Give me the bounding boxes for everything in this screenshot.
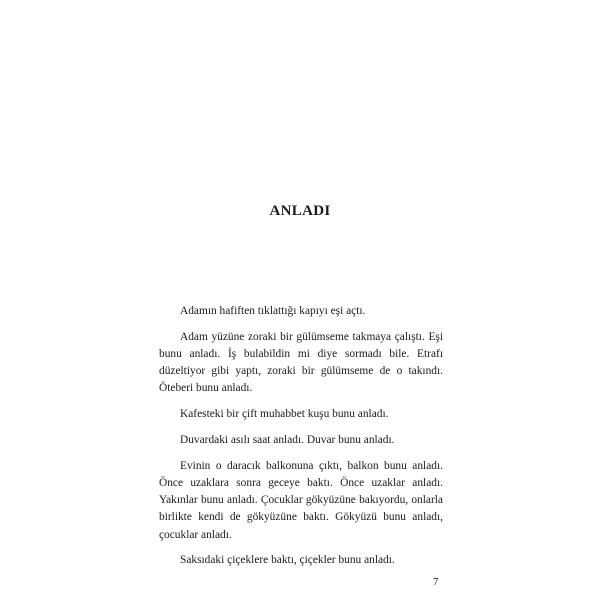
chapter-title: ANLADI (269, 203, 331, 219)
paragraph-2: Adam yüzüne zoraki bir gülümseme takmaya çalıştı. Eşi bunu anladı. İş bulabildin mi diye sormadı bile. Etrafı düzeltiyor gibi yaptı, zoraki bir gülümseme de o takındı. Öteberi bunu anladı. (159, 330, 443, 395)
paragraph-4: Duvardaki asılı saat anladı. Duvar bunu anladı. (180, 434, 395, 446)
paragraph-1: Adamın hafiften tıklattığı kapıyı eşi açtı. (180, 305, 366, 317)
paragraph-3: Kafesteki bir çift muhabbet kuşu bunu anladı. (180, 408, 389, 421)
page-number: 7 (433, 576, 439, 588)
chapter-body (159, 303, 443, 578)
paragraph-5: Evinin o daracık balkonuna çıktı, balkon bunu anladı. Önce uzaklara sonra geceye baktı. Önce uzaklar anladı. Yakınlar bunu anladı. Çocuklar gökyüzüne bakıyordu, onlarla birlikte kendi de gökyüzüne baktı. Gökyüzü bunu anladı, çocuklar anladı. (159, 459, 443, 541)
paragraph-6: Saksıdaki çiçeklere baktı, çiçekler bunu anladı. (180, 554, 395, 567)
